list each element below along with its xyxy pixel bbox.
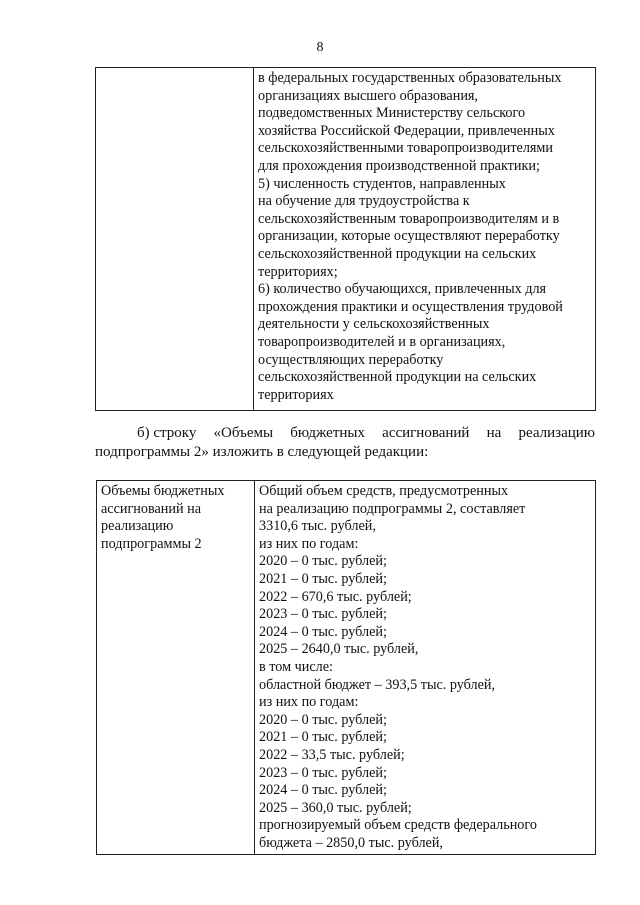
text-line: сельскохозяйственной продукции на сельских	[258, 369, 537, 386]
text-line: прогнозируемый объем средств федерального	[259, 817, 537, 834]
text-line: хозяйства Российской Федерации, привлеченных	[258, 122, 555, 139]
paragraph-word: бюджетных	[290, 425, 365, 441]
text-line: 2021 – 0 тыс. рублей;	[259, 729, 387, 746]
amendment-paragraph	[95, 424, 595, 462]
text-line: 2021 – 0 тыс. рублей;	[259, 570, 387, 587]
text-line: на реализацию подпрограммы 2, составляет	[259, 500, 526, 517]
text-line: товаропроизводителей и в организациях,	[258, 333, 506, 350]
paragraph-word: б) строку	[137, 425, 197, 441]
text-line: территориях;	[258, 263, 338, 280]
table1-left-cell	[96, 68, 254, 411]
text-line: подведомственных Министерству сельского	[258, 105, 526, 122]
text-line: Объемы бюджетных	[101, 483, 225, 499]
paragraph-word: реализацию	[518, 425, 595, 441]
text-line: в том числе:	[259, 658, 333, 675]
text-line: организации, которые осуществляют переработку	[258, 228, 560, 245]
table-row	[96, 68, 596, 411]
text-line: прохождения практики и осуществления трудовой	[258, 298, 563, 315]
table2-right-cell	[255, 481, 596, 855]
text-line: бюджета – 2850,0 тыс. рублей,	[259, 834, 443, 851]
page-number: 8	[316, 40, 324, 55]
text-line: из них по годам:	[259, 694, 359, 711]
text-line: сельскохозяйственной продукции на сельских	[258, 245, 537, 262]
text-line: территориях	[258, 386, 334, 403]
text-line: 2023 – 0 тыс. рублей;	[259, 606, 387, 623]
text-line: организациях высшего образования,	[258, 87, 478, 104]
text-line: деятельности у сельскохозяйственных	[258, 316, 490, 333]
text-line: 2022 – 33,5 тыс. рублей;	[259, 746, 405, 763]
text-line: ассигнований на	[101, 500, 202, 517]
paragraph-word: «Объемы	[213, 425, 274, 441]
text-line: из них по годам:	[259, 535, 359, 552]
text-line: сельскохозяйственным товаропроизводителям и в	[258, 210, 560, 227]
text-line: на обучение для трудоустройства к	[258, 193, 470, 210]
text-line: в федеральных государственных образовательных	[258, 70, 562, 86]
table-row	[97, 481, 596, 855]
text-line: осуществляющих переработку	[258, 351, 444, 368]
paragraph-word: на	[486, 425, 502, 441]
table1-right-cell	[254, 68, 596, 411]
text-line: областной бюджет – 393,5 тыс. рублей,	[259, 676, 496, 693]
text-line: 2022 – 670,6 тыс. рублей;	[259, 588, 412, 605]
text-line: 2020 – 0 тыс. рублей;	[259, 553, 387, 570]
paragraph-line-2: подпрограммы 2» изложить в следующей редакции:	[95, 444, 429, 460]
table2-left-cell	[97, 481, 255, 855]
text-line: 2025 – 2640,0 тыс. рублей,	[259, 641, 419, 658]
paragraph-line-1	[95, 424, 595, 443]
text-line: 2024 – 0 тыс. рублей;	[259, 782, 387, 799]
text-line: 2025 – 360,0 тыс. рублей;	[259, 799, 412, 816]
text-line: 6) количество обучающихся, привлеченных для	[258, 281, 547, 298]
text-line: реализацию	[101, 518, 174, 535]
text-line: для прохождения производственной практики;	[258, 157, 540, 174]
text-line: Общий объем средств, предусмотренных	[259, 483, 509, 499]
text-line: 2020 – 0 тыс. рублей;	[259, 711, 387, 728]
paragraph-word: ассигнований	[382, 425, 470, 441]
subprogram-funding-table	[96, 480, 596, 855]
text-line: 5) численность студентов, направленных	[258, 175, 506, 192]
text-line: 3310,6 тыс. рублей,	[259, 518, 376, 535]
text-line: сельскохозяйственными товаропроизводителями	[258, 140, 553, 157]
text-line: подпрограммы 2	[101, 535, 202, 552]
table-continuation	[95, 67, 596, 411]
text-line: 2024 – 0 тыс. рублей;	[259, 623, 387, 640]
text-line: 2023 – 0 тыс. рублей;	[259, 764, 387, 781]
